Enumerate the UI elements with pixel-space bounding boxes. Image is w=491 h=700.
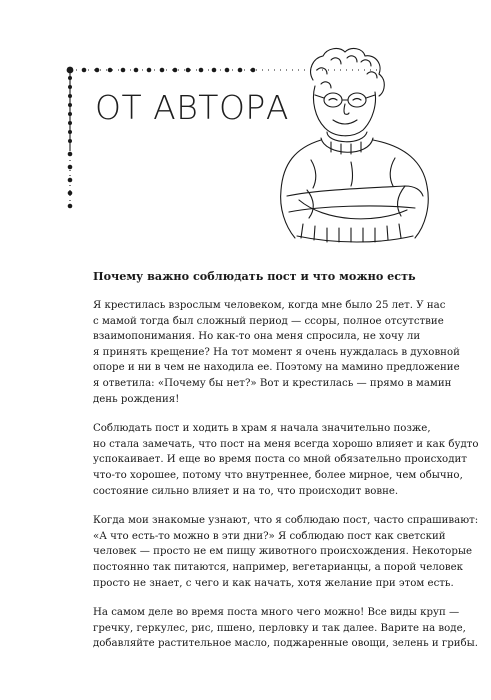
- text-line: гречку, геркулес, рис, пшено, перловку и так далее. Варите на воде,: [93, 622, 466, 634]
- text-line: успокаивает. И еще во время поста со мной обязательно происходит: [93, 454, 467, 466]
- chain-bead: [68, 121, 72, 125]
- chain-bead: [134, 68, 139, 73]
- chain-bead: [173, 68, 178, 73]
- chain-bead: [68, 76, 72, 80]
- text-line: добавляйте растительное масло, поджаренные овощи, зелень и грибы.: [93, 638, 479, 650]
- text-line: «А что есть-то можно в эти дни?» Я соблюдаю пост как светский: [93, 530, 446, 542]
- chain-bead: [68, 191, 73, 196]
- text-line: постоянно так питаются, например, вегетарианцы, а порой человек: [93, 561, 463, 573]
- chain-bead: [68, 130, 72, 134]
- chain-bead: [68, 139, 72, 143]
- article-subtitle: Почему важно соблюдать пост и что можно есть: [93, 269, 416, 283]
- chain-bead: [67, 67, 74, 74]
- text-line: с мамой тогда был сложный период — ссоры, полное отсутствие: [93, 315, 444, 327]
- paragraph-allowed-foods: [93, 605, 479, 652]
- chain-bead: [108, 68, 113, 73]
- text-line: день рождения!: [93, 393, 180, 405]
- text-line: опоре и ни в чем не находила ее. Поэтому на мамино предложение: [93, 362, 460, 374]
- text-line: я ответила: «Почему бы нет?» Вот и крестилась — прямо в мамин: [93, 377, 452, 389]
- text-line: состояние сильно влияет и на то, что происходит вовне.: [93, 485, 399, 497]
- text-line: человек — просто не ем пищу животного происхождения. Некоторые: [93, 546, 472, 558]
- text-line: Когда мои знакомые узнают, что я соблюдаю пост, часто спрашивают:: [93, 515, 479, 527]
- text-line: я принять крещение? На тот момент я очень нуждалась в духовной: [93, 346, 460, 358]
- chain-bead: [160, 68, 165, 73]
- text-line: но стала замечать, что пост на меня всегда хорошо влияет и как будто: [93, 438, 479, 450]
- chain-bead: [82, 68, 87, 73]
- paragraph-baptism: [93, 298, 460, 407]
- paragraph-what-to-eat-question: [93, 513, 479, 591]
- chain-bead: [238, 68, 243, 73]
- chain-bead: [121, 68, 126, 73]
- chain-bead: [199, 68, 204, 73]
- chain-bead: [95, 68, 100, 73]
- chain-bead: [68, 94, 72, 98]
- paragraph-fasting-effect: [93, 421, 479, 499]
- chain-bead: [186, 68, 191, 73]
- text-line: просто не знает, с чего и как начать, хотя желание при этом есть.: [93, 577, 454, 589]
- text-line: Я крестилась взрослым человеком, когда мне было 25 лет. У нас: [93, 300, 446, 311]
- author-portrait-illustration: [255, 40, 455, 260]
- chain-bead: [212, 68, 217, 73]
- chain-bead: [68, 85, 72, 89]
- chain-bead: [68, 152, 73, 157]
- text-line: что-то хорошее, потому что внутреннее, более мирное, чем обычно,: [93, 469, 463, 481]
- chain-bead: [68, 178, 73, 183]
- chain-bead: [225, 68, 230, 73]
- chain-bead: [68, 204, 73, 209]
- chain-bead: [68, 165, 73, 170]
- chain-bead: [68, 112, 72, 116]
- article-body: [93, 268, 479, 666]
- text-line: Соблюдать пост и ходить в храм я начала значительно позже,: [93, 423, 431, 435]
- text-line: взаимопонимания. Но как-то она меня спросила, не хочу ли: [93, 331, 421, 343]
- chain-bead: [68, 103, 72, 107]
- text-line: На самом деле во время поста много чего можно! Все виды круп —: [93, 607, 460, 619]
- chain-bead: [147, 68, 152, 73]
- page-heading: ОТ АВТОРА: [95, 88, 289, 127]
